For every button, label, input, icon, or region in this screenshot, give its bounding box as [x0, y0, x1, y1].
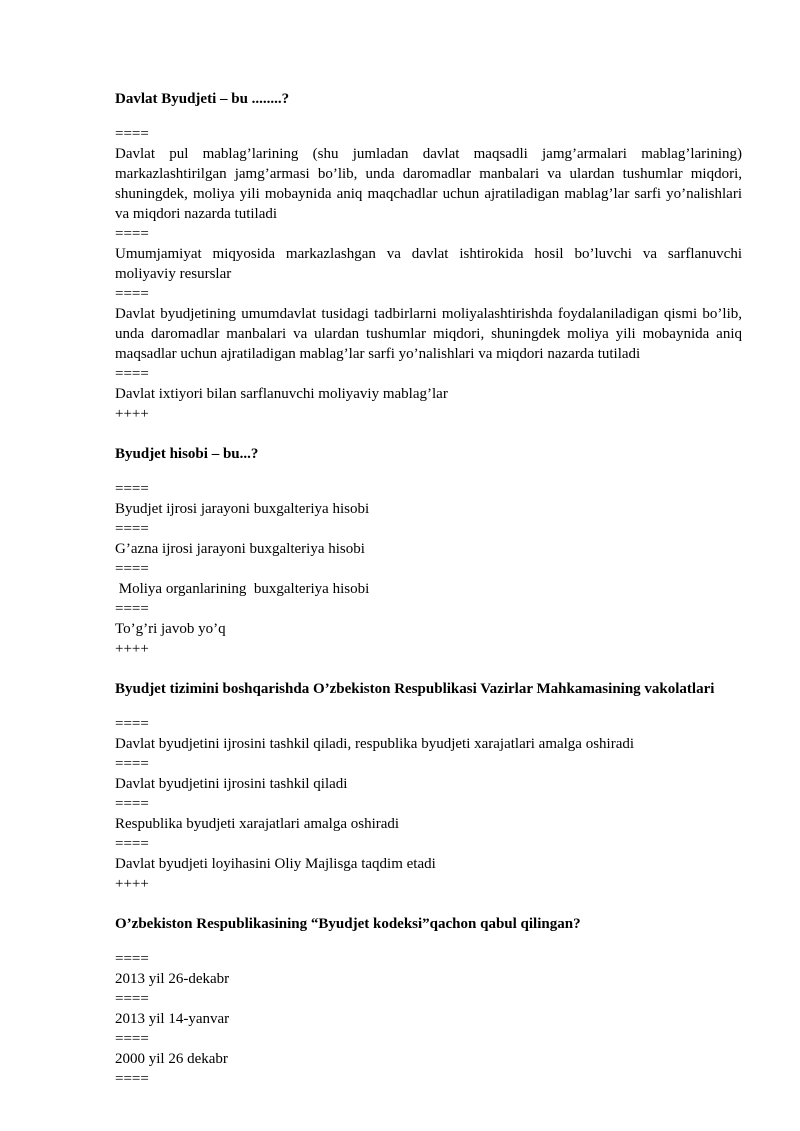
separator: ====	[115, 366, 149, 382]
separator: ====	[115, 481, 149, 497]
answer-option: 2013 yil 26-dekabr	[115, 971, 230, 987]
answer-option: To’g’ri javob yo’q	[115, 621, 226, 637]
separator: ====	[115, 991, 149, 1007]
question-block	[115, 914, 742, 1089]
separator: ====	[115, 521, 149, 537]
document-page	[115, 74, 742, 1089]
end-marker: ++++	[115, 876, 149, 892]
answer-option: Davlat pul mablag’larining (shu jumladan davlat maqsadli jamg’armalari mablag’larining) markazlashtirilgan jamg’armasi bo’lib, unda daromadlar manbalari va ulardan tushumlar miqdori, shuningdek, moliya yili mobaynida aniq maqchadlar uchun ajratiladigan mablag’lar sarfi yo’nalishlari va miqdori nazarda tutiladi	[115, 146, 742, 222]
answer-option: 2000 yil 26 dekabr	[115, 1051, 228, 1067]
separator: ====	[115, 1031, 149, 1047]
answer-option: Byudjet ijrosi jarayoni buxgalteriya hisobi	[115, 501, 370, 517]
question-text: Byudjet hisobi – bu...?	[115, 446, 259, 462]
separator: ====	[115, 226, 149, 242]
answer-option: Davlat byudjetini ijrosini tashkil qiladi, respublika byudjeti xarajatlari amalga oshiradi	[115, 736, 635, 752]
question-block	[115, 89, 742, 424]
end-marker: ++++	[115, 641, 149, 657]
separator: ====	[115, 796, 149, 812]
answer-option: Umumjamiyat miqyosida markazlashgan va davlat ishtirokida hosil bo’luvchi va sarflanuvchi moliyaviy resurslar	[115, 246, 742, 282]
answer-option: Davlat byudjetining umumdavlat tusidagi tadbirlarni moliyalashtirishda foydalaniladigan qismi bo’lib, unda daromadlar manbalari va ulardan tushumlar miqdori, shuningdek moliya yili mobaynida aniq maqsadlar uchun ajratiladigan mablag’lar sarfi yo’nalishlari va miqdori nazarda tutiladi	[115, 306, 742, 362]
answer-option: Respublika byudjeti xarajatlari amalga oshiradi	[115, 816, 400, 832]
answer-option: 2013 yil 14-yanvar	[115, 1011, 230, 1027]
separator: ====	[115, 756, 149, 772]
separator: ====	[115, 836, 149, 852]
answer-option: G’azna ijrosi jarayoni buxgalteriya hisobi	[115, 541, 365, 557]
answer-option: Davlat byudjetini ijrosini tashkil qiladi	[115, 776, 348, 792]
question-text: Davlat Byudjeti – bu ........?	[115, 91, 290, 107]
separator: ====	[115, 126, 149, 142]
question-text: O’zbekiston Respublikasining “Byudjet kodeksi”qachon qabul qilingan?	[115, 916, 581, 932]
separator: ====	[115, 716, 149, 732]
question-block	[115, 444, 742, 659]
separator: ====	[115, 561, 149, 577]
answer-option: Davlat byudjeti loyihasini Oliy Majlisga taqdim etadi	[115, 856, 436, 872]
separator: ====	[115, 951, 149, 967]
separator: ====	[115, 286, 149, 302]
end-marker: ++++	[115, 406, 149, 422]
answer-option: Davlat ixtiyori bilan sarflanuvchi moliyaviy mablag’lar	[115, 386, 448, 402]
question-text: Byudjet tizimini boshqarishda O’zbekiston Respublikasi Vazirlar Mahkamasining vakolatlari	[115, 681, 715, 697]
separator: ====	[115, 1071, 149, 1087]
separator: ====	[115, 601, 149, 617]
question-block	[115, 679, 742, 894]
answer-option: Moliya organlarining buxgalteriya hisobi	[115, 581, 370, 597]
